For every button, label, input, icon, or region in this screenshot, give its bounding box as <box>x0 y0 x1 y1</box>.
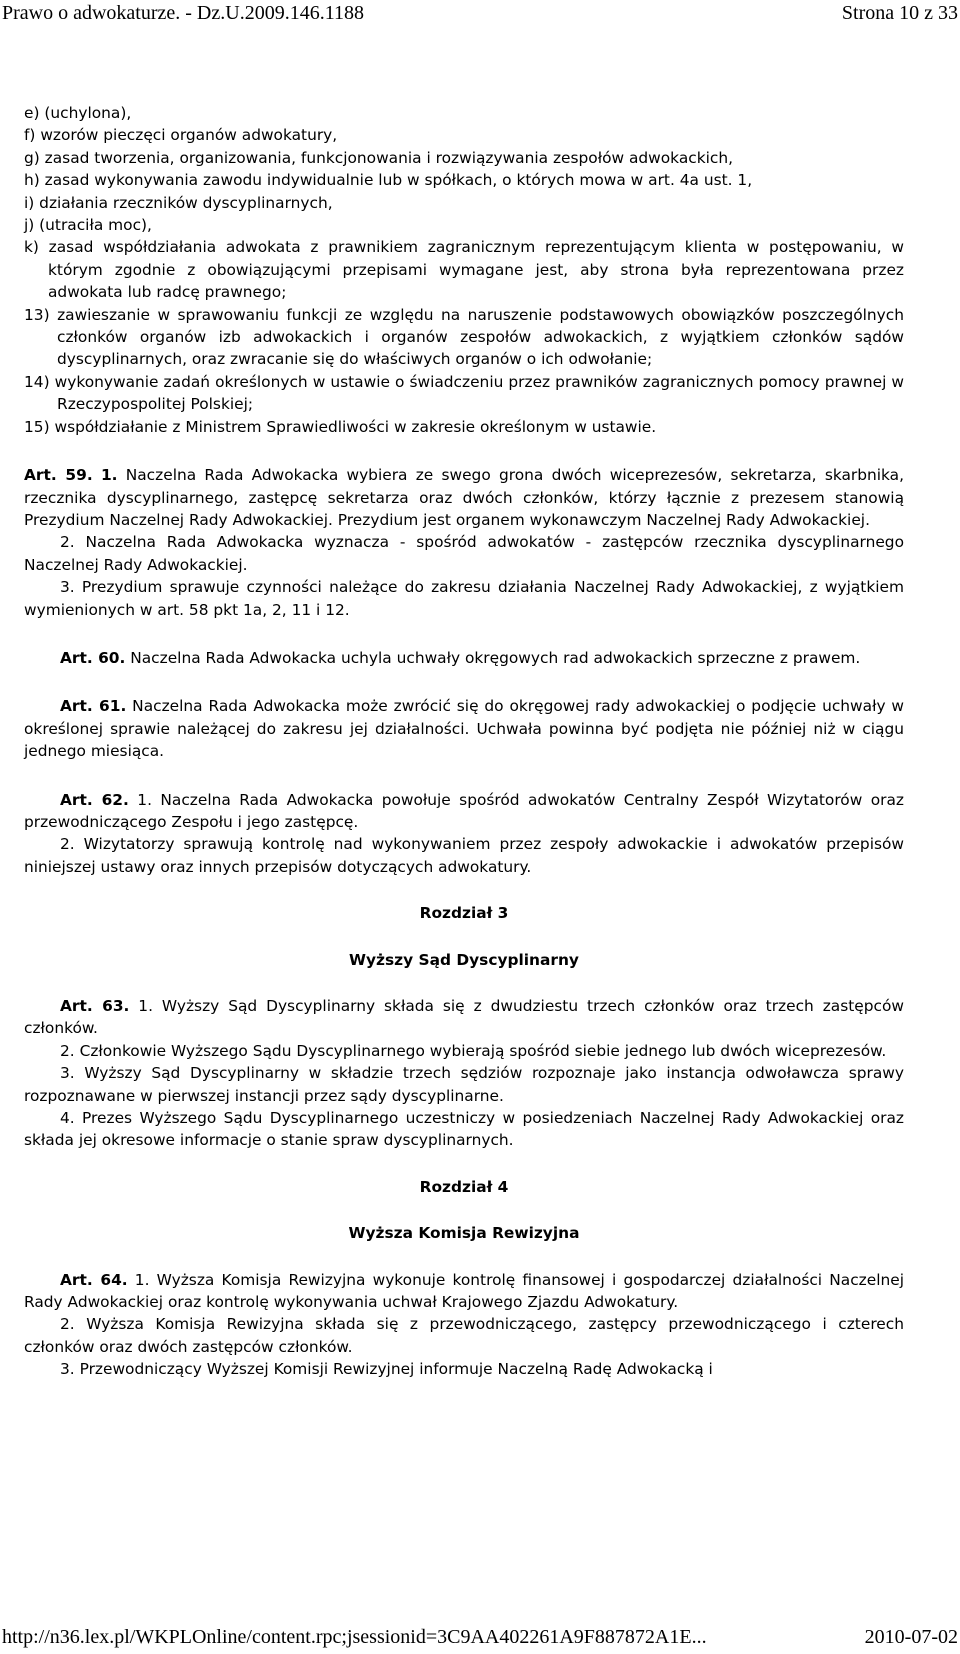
art-61-text: Naczelna Rada Adwokacka może zwrócić się do okręgowej rady adwokackiej o podjęcie uchwały w określonej sprawie należącej do zakresu jej działalności. Uchwała powinna być podjęta nie później niż w ciągu jednego miesiąca. <box>24 697 905 761</box>
source-url: http://n36.lex.pl/WKPLOnline/content.rpc;jsessionid=3C9AA402261A9F887872A1E... <box>2 1626 707 1648</box>
art-59-p1-text: Naczelna Rada Adwokacka wybiera ze swego grona dwóch wiceprezesów, sekretarza, skarbnika, rzecznika dyscyplinarnego, zastępcę sekretarza oraz dwóch członków, którzy łącznie z prezesem stanowią Prezydium Naczelnej Rady Adwokackiej. Prezydium jest organem wykonawczym Naczelnej Rady Adwokackiej. <box>24 466 904 529</box>
art-64-label: Art. 64. <box>60 1270 128 1289</box>
list-item-g: g) zasad tworzenia, organizowania, funkcjonowania i rozwiązywania zespołów adwokackich, <box>24 148 734 167</box>
art-64-paragraph-2: 2. Wyższa Komisja Rewizyjna składa się z przewodniczącego, zastępcy przewodniczącego i czterech członków oraz dwóch zastępców członków. <box>24 1315 904 1356</box>
art-63-paragraph-3: 3. Wyższy Sąd Dyscyplinarny w składzie trzech sędziów rozpoznaje jako instancja odwoławcza sprawy rozpoznawane w pierwszej instancji przez sądy dyscyplinarne. <box>24 1064 904 1105</box>
list-item-i: i) działania rzeczników dyscyplinarnych, <box>24 193 333 212</box>
art-60 <box>24 647 904 669</box>
page-number: Strona 10 z 33 <box>841 2 958 24</box>
art-62-paragraph-2: 2. Wizytatorzy sprawują kontrolę nad wykonywaniem przez zespoły adwokackie i adwokatów przepisów niniejszej ustawy oraz innych przepisów dotyczących adwokatury. <box>24 835 904 876</box>
art-62-label: Art. 62. <box>60 790 129 809</box>
art-64-paragraph-3: 3. Przewodniczący Wyższej Komisji Rewizyjnej informuje Naczelną Radę Adwokacką i <box>60 1360 713 1379</box>
art-60-label: Art. 60. <box>60 648 126 667</box>
art-64-paragraph-1 <box>24 1269 904 1314</box>
list-item-14: 14) wykonywanie zadań określonych w ustawie o świadczeniu przez prawników zagranicznych pomocy prawnej w Rzeczypospolitej Polskiej; <box>24 372 904 414</box>
page-footer <box>0 1626 960 1652</box>
chapter-4-number: Rozdział 4 <box>419 1177 509 1196</box>
art-64-p1-text: 1. Wyższa Komisja Rewizyjna wykonuje kontrolę finansowej i gospodarczej działalności Naczelnej Rady Adwokackiej oraz kontrolę wykonywania uchwał Krajowego Zjazdu Adwokatury. <box>24 1270 904 1312</box>
art-59-paragraph-3: 3. Prezydium sprawuje czynności należące do zakresu działania Naczelnej Rady Adwokackiej, z wyjątkiem wymienionych w art. 58 pkt 1a, 2, 11 i 12. <box>24 578 904 619</box>
art-63-label: Art. 63. <box>60 997 130 1015</box>
document-body <box>24 102 904 1381</box>
list-item-13: 13) zawieszanie w sprawowaniu funkcji ze względu na naruszenie podstawowych obowiązków poszczególnych członków organów izb adwokackich i organów zespołów adwokackich, z wyjątkiem członków sądów dyscyplinarnych, oraz zwracanie się do właściwych organów o ich odwołanie; <box>24 305 904 369</box>
list-item-15: 15) współdziałanie z Ministrem Sprawiedliwości w zakresie określonym w ustawie. <box>24 417 657 436</box>
chapter-4-title: Wyższa Komisja Rewizyjna <box>348 1224 580 1243</box>
art-59-paragraph-1 <box>24 464 904 531</box>
art-61-label: Art. 61. <box>60 697 127 716</box>
list-item-j: j) (utraciła moc), <box>24 216 152 235</box>
art-59-paragraph-2: 2. Naczelna Rada Adwokacka wyznacza - spośród adwokatów - zastępców rzecznika dyscyplinarnego Naczelnej Rady Adwokackiej. <box>24 533 904 574</box>
art-59-p1-number: 1. <box>100 466 118 485</box>
art-59-label: Art. 59. <box>24 466 93 485</box>
art-62-p1-text: 1. Naczelna Rada Adwokacka powołuje spośród adwokatów Centralny Zespół Wizytatorów oraz przewodniczącego Zespołu i jego zastępcę. <box>24 790 904 831</box>
art-60-text: Naczelna Rada Adwokacka uchyla uchwały okręgowych rad adwokackich sprzeczne z prawem. <box>125 648 861 667</box>
document-title: Prawo o adwokaturze. - Dz.U.2009.146.1188 <box>2 2 364 24</box>
list-item-f: f) wzorów pieczęci organów adwokatury, <box>24 126 338 145</box>
art-62-paragraph-1 <box>24 789 904 834</box>
list-item-k: k) zasad współdziałania adwokata z prawnikiem zagranicznym reprezentującym klienta w postępowaniu, w którym zgodnie z obowiązującymi przepisami wymagane jest, aby strona była reprezentowana przez adwokata lub radcę prawnego; <box>24 238 904 302</box>
art-63-paragraph-2: 2. Członkowie Wyższego Sądu Dyscyplinarnego wybierają spośród siebie jednego lub dwóch wiceprezesów. <box>60 1041 887 1060</box>
art-63-paragraph-1 <box>24 995 904 1040</box>
list-item-e: e) (uchylona), <box>24 104 132 122</box>
art-63-p1-text: 1. Wyższy Sąd Dyscyplinarny składa się z dwudziestu trzech członków oraz trzech zastępców członków. <box>24 997 904 1038</box>
art-61 <box>24 695 904 762</box>
list-item-h: h) zasad wykonywania zawodu indywidualnie lub w spółkach, o których mowa w art. 4a ust. 1, <box>24 171 753 190</box>
art-63-paragraph-4: 4. Prezes Wyższego Sądu Dyscyplinarnego uczestniczy w posiedzeniach Naczelnej Rady Adwokackiej oraz składa jej okresowe informacje o stanie spraw dyscyplinarnych. <box>24 1109 904 1150</box>
page-header <box>0 2 960 28</box>
print-date: 2010-07-02 <box>864 1626 958 1648</box>
chapter-3-number: Rozdział 3 <box>419 904 509 923</box>
chapter-3-title: Wyższy Sąd Dyscyplinarny <box>349 950 579 969</box>
